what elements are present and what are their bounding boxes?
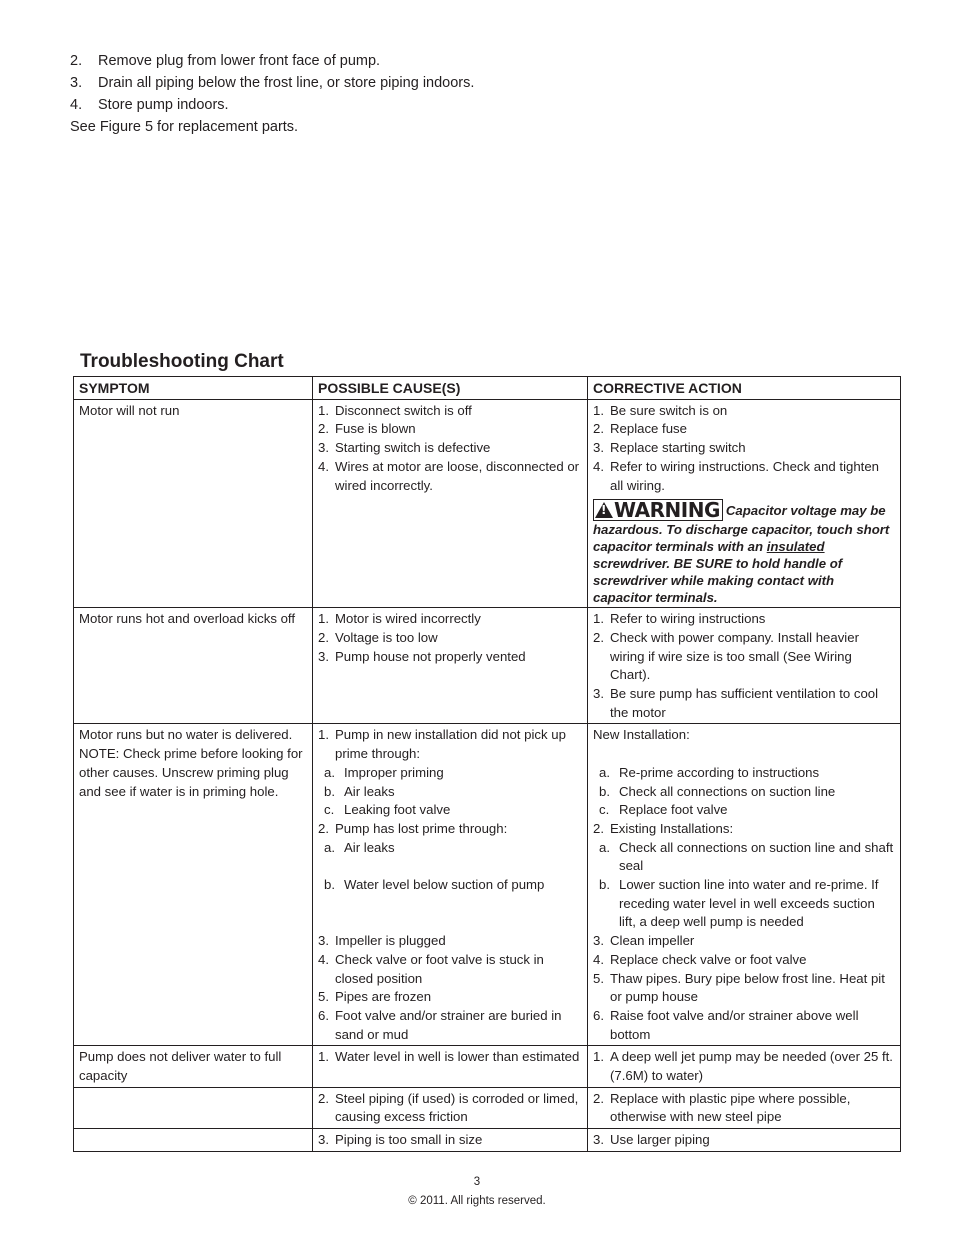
warning-triangle-icon — [595, 502, 613, 518]
item-text: Check with power company. Install heavier wiring if wire size is too small (See Wiring Chart). — [610, 629, 859, 683]
table-row — [74, 608, 901, 724]
item-text: Pipes are frozen — [335, 989, 432, 1005]
list-item — [593, 1090, 895, 1127]
table-body — [74, 399, 901, 1151]
list-item — [593, 402, 895, 421]
list-item — [593, 458, 895, 495]
list-item — [318, 932, 582, 951]
list-item — [318, 439, 582, 458]
step-number: 2. — [70, 53, 83, 69]
step-number: 3. — [70, 75, 83, 91]
item-number: 3. — [593, 686, 604, 702]
actions-cell — [588, 399, 901, 608]
step-text: Drain all piping below the frost line, or store piping indoors. — [98, 75, 475, 91]
list-item — [593, 876, 895, 932]
item-number: c. — [599, 802, 610, 818]
item-text: Piping is too small in size — [335, 1132, 483, 1148]
item-number: 2. — [318, 421, 329, 437]
list-item — [318, 988, 582, 1007]
item-text: Existing Installations: — [610, 820, 734, 836]
item-text: Improper priming — [344, 764, 444, 780]
list-item — [318, 876, 582, 895]
causes-cell — [313, 1087, 588, 1128]
item-text: Replace with plastic pipe where possible, otherwise with new steel pipe — [610, 1090, 851, 1125]
item-number: 1. — [593, 402, 604, 418]
item-number: 2. — [318, 1090, 329, 1106]
intro-steps — [70, 52, 500, 115]
item-text: Re-prime according to instructions — [619, 764, 820, 780]
causes-cell — [313, 399, 588, 608]
item-number: 3. — [593, 440, 604, 456]
item-text: Clean impeller — [610, 933, 695, 949]
item-text: Refer to wiring instructions — [610, 611, 766, 627]
item-number: 3. — [318, 1132, 329, 1148]
list-item — [318, 1048, 582, 1067]
item-number: 2. — [318, 629, 329, 645]
item-text: Use larger piping — [610, 1132, 710, 1148]
list-item — [318, 726, 582, 763]
item-number: b. — [599, 783, 610, 799]
list-item — [593, 932, 895, 951]
copyright: © 2011. All rights reserved. — [408, 1195, 546, 1207]
item-number: 1. — [593, 1049, 604, 1065]
step-number: 4. — [70, 97, 83, 113]
symptom-cell: Pump does not deliver water to full capacity — [74, 1046, 313, 1087]
step-text: Store pump indoors. — [98, 97, 229, 113]
symptom-cell — [74, 1087, 313, 1128]
list-item — [593, 420, 895, 439]
item-number: 4. — [318, 951, 329, 967]
list-item — [318, 610, 582, 629]
list-item — [593, 685, 895, 722]
header-symptom: SYMPTOM — [74, 377, 313, 400]
intro-step — [70, 96, 500, 115]
symptom-cell — [74, 1129, 313, 1152]
item-text: Air leaks — [344, 783, 395, 799]
warning-text: Capacitor voltage may be hazardous. To discharge capacitor, touch short capacitor terminals with an — [593, 503, 890, 555]
item-number: 4. — [593, 951, 604, 967]
spacer — [318, 857, 582, 876]
item-text: Water level below suction of pump — [344, 877, 545, 893]
item-text: Replace starting switch — [610, 440, 746, 456]
list-item — [318, 420, 582, 439]
item-text: Check all connections on suction line — [619, 783, 836, 799]
table-row — [74, 1046, 901, 1087]
item-text: Be sure pump has sufficient ventilation to cool the motor — [610, 686, 879, 720]
list-item — [318, 629, 582, 648]
table-row — [74, 399, 901, 608]
item-text: Air leaks — [344, 839, 395, 855]
item-number: 2. — [593, 820, 604, 836]
actions-cell — [588, 1129, 901, 1152]
header-possible-causes: POSSIBLE CAUSE(S) — [313, 377, 588, 400]
item-text: Pump has lost prime through: — [335, 820, 508, 836]
item-text: Starting switch is defective — [335, 440, 491, 456]
list-item — [593, 839, 895, 876]
list-item — [593, 764, 895, 783]
item-number: 3. — [593, 933, 604, 949]
intro-note: See Figure 5 for replacement parts. — [70, 119, 299, 135]
item-number: a. — [599, 839, 610, 855]
item-text: Replace foot valve — [619, 802, 728, 818]
table-header-row — [74, 377, 901, 400]
item-text: Check all connections on suction line and shaft seal — [619, 839, 894, 874]
item-text: A deep well jet pump may be needed (over 25 ft. (7.6M) to water) — [610, 1049, 893, 1084]
item-number: 5. — [318, 989, 329, 1005]
actions-cell — [588, 724, 901, 1046]
causes-cell — [313, 724, 588, 1046]
item-number: 1. — [593, 611, 604, 627]
item-number: a. — [599, 764, 610, 780]
list-item — [318, 1131, 582, 1150]
intro-step — [70, 74, 500, 93]
list-item — [593, 439, 895, 458]
item-text: Be sure switch is on — [610, 402, 728, 418]
item-number: 1. — [318, 611, 329, 627]
warning-badge — [593, 499, 723, 521]
list-item — [593, 820, 895, 839]
list-item — [318, 801, 582, 820]
item-number: 4. — [318, 458, 329, 474]
symptom-cell: Motor runs but no water is delivered. NOTE: Check prime before looking for other causes. Unscrew priming plug and see if water is in priming hole. — [74, 724, 313, 1046]
item-text: Replace check valve or foot valve — [610, 951, 807, 967]
chart-title: Troubleshooting Chart — [80, 351, 284, 372]
intro-section — [70, 52, 500, 137]
item-number: 2. — [593, 629, 604, 645]
table-row — [74, 1129, 901, 1152]
item-text: Foot valve and/or strainer are buried in sand or mud — [335, 1007, 562, 1042]
item-number: b. — [599, 877, 610, 893]
item-number: b. — [324, 877, 335, 893]
item-text: Pump house not properly vented — [335, 648, 526, 664]
causes-cell — [313, 608, 588, 724]
item-number: 6. — [318, 1007, 329, 1023]
list-item — [593, 1131, 895, 1150]
warning-text: screwdriver. BE SURE to hold handle of screwdriver while making contact with capacitor terminals. — [593, 556, 843, 606]
item-text: Disconnect switch is off — [335, 402, 472, 418]
item-text: Replace fuse — [610, 421, 687, 437]
item-text: Steel piping (if used) is corroded or limed, causing excess friction — [335, 1090, 579, 1125]
list-item — [593, 1007, 895, 1044]
item-number: 2. — [318, 820, 329, 836]
item-number: 3. — [318, 933, 329, 949]
causes-cell — [313, 1046, 588, 1087]
list-item — [593, 1048, 895, 1085]
spacer — [318, 895, 582, 932]
list-item — [318, 839, 582, 858]
item-text: Refer to wiring instructions. Check and tighten all wiring. — [610, 458, 880, 493]
item-text: Pump in new installation did not pick up prime through: — [335, 727, 566, 762]
item-text: Leaking foot valve — [344, 802, 451, 818]
list-item — [318, 820, 582, 839]
table-row — [74, 724, 901, 1046]
list-item — [318, 1007, 582, 1044]
warning-label: WARNING — [614, 498, 720, 523]
spacer — [593, 745, 895, 764]
item-number: 1. — [318, 727, 329, 743]
item-number: b. — [324, 783, 335, 799]
actions-heading: New Installation: — [593, 727, 690, 743]
page-number: 3 — [473, 1176, 481, 1188]
list-item — [593, 629, 895, 685]
item-number: 2. — [593, 421, 604, 437]
item-text: Thaw pipes. Bury pipe below frost line. Heat pit or pump house — [610, 970, 885, 1005]
list-item — [593, 970, 895, 1007]
symptom-cell: Motor runs hot and overload kicks off — [74, 608, 313, 724]
list-item — [318, 402, 582, 421]
item-text: Impeller is plugged — [335, 933, 446, 949]
item-number: c. — [324, 802, 335, 818]
item-number: 5. — [593, 970, 604, 986]
item-text: Voltage is too low — [335, 629, 438, 645]
item-number: 1. — [318, 1049, 329, 1065]
item-number: 3. — [593, 1132, 604, 1148]
list-item — [318, 648, 582, 667]
causes-cell — [313, 1129, 588, 1152]
actions-cell — [588, 608, 901, 724]
item-number: 2. — [593, 1090, 604, 1106]
item-number: 6. — [593, 1007, 604, 1023]
actions-cell — [588, 1087, 901, 1128]
list-item — [318, 764, 582, 783]
step-text: Remove plug from lower front face of pump. — [98, 53, 381, 69]
item-number: 4. — [593, 458, 604, 474]
item-text: Lower suction line into water and re-prime. If receding water level in well exceeds suction lift, a deep well pump is needed — [619, 877, 879, 930]
list-item — [318, 458, 582, 495]
list-item — [318, 951, 582, 988]
item-text: Check valve or foot valve is stuck in closed position — [335, 951, 544, 986]
list-item — [593, 951, 895, 970]
table-row — [74, 1087, 901, 1128]
item-text: Raise foot valve and/or strainer above well bottom — [610, 1007, 859, 1042]
intro-step — [70, 52, 500, 71]
symptom-cell: Motor will not run — [74, 399, 313, 608]
actions-cell — [588, 1046, 901, 1087]
item-number: 3. — [318, 648, 329, 664]
item-number: 1. — [318, 402, 329, 418]
list-item — [593, 610, 895, 629]
list-item — [593, 801, 895, 820]
warning-note — [593, 499, 895, 606]
item-text: Water level in well is lower than estimated — [335, 1049, 580, 1065]
list-item — [318, 783, 582, 802]
item-number: 3. — [318, 440, 329, 456]
list-item — [593, 783, 895, 802]
item-text: Fuse is blown — [335, 421, 416, 437]
header-corrective-action: CORRECTIVE ACTION — [588, 377, 901, 400]
item-number: a. — [324, 764, 335, 780]
troubleshooting-table — [73, 376, 901, 1152]
warning-underlined: insulated — [766, 539, 825, 555]
item-text: Motor is wired incorrectly — [335, 611, 481, 627]
item-number: a. — [324, 839, 335, 855]
item-text: Wires at motor are loose, disconnected or wired incorrectly. — [335, 458, 580, 493]
list-item — [318, 1090, 582, 1127]
